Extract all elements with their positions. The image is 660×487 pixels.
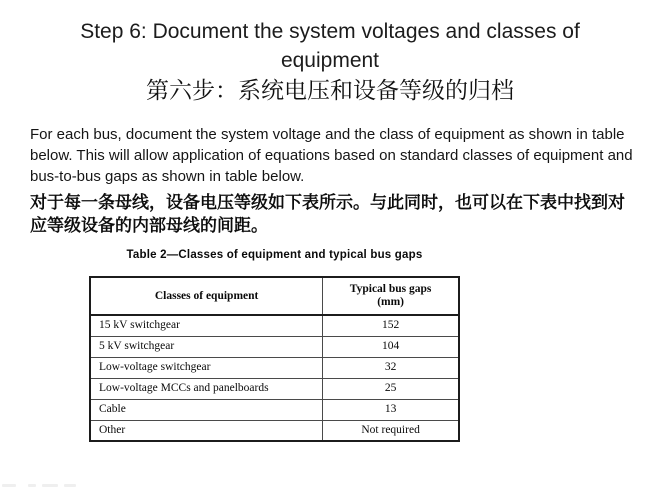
table-row [90, 315, 459, 336]
gap-cell: 13 [323, 399, 459, 420]
slide-title-chinese: 第六步：系统电压和设备等级的归档 [146, 78, 514, 104]
equipment-gaps-table [89, 276, 460, 442]
table-row [90, 378, 459, 399]
equipment-cell: Low-voltage MCCs and panelboards [90, 378, 323, 399]
table-row [90, 336, 459, 357]
equipment-cell: 15 kV switchgear [90, 315, 323, 336]
body-paragraph-chinese: 对于每一条母线，设备电压等级如下表所示。与此同时，也可以在下表中找到对应等级设备的内部母线的间距。 [30, 193, 625, 236]
equipment-cell: 5 kV switchgear [90, 336, 323, 357]
equipment-gaps-table-block [89, 249, 460, 442]
equipment-cell: Low-voltage switchgear [90, 357, 323, 378]
column-header-gaps-line1: Typical bus gaps [349, 283, 432, 295]
table-caption: Table 2—Classes of equipment and typical bus gaps [126, 249, 423, 261]
column-header-gaps [323, 277, 459, 315]
table-row [90, 357, 459, 378]
gap-cell: 25 [323, 378, 459, 399]
watermark-fragment [2, 482, 80, 487]
slide-title-english: Step 6: Document the system voltages and classes of equipment [80, 20, 580, 72]
title-block [0, 0, 660, 107]
body-paragraph-english: For each bus, document the system voltage and the class of equipment as shown in table below. This will allow application of equations based on standard classes of equipment and bus-to-bus gaps as shown in table below. [30, 126, 633, 185]
gap-cell: 152 [323, 315, 459, 336]
table-row [90, 399, 459, 420]
table-row [90, 420, 459, 441]
gap-cell: Not required [323, 420, 459, 441]
equipment-cell: Cable [90, 399, 323, 420]
gap-cell: 104 [323, 336, 459, 357]
table-header-row [90, 277, 459, 315]
equipment-cell: Other [90, 420, 323, 441]
column-header-gaps-unit: (mm) [377, 296, 405, 308]
gap-cell: 32 [323, 357, 459, 378]
column-header-classes: Classes of equipment [90, 277, 323, 315]
